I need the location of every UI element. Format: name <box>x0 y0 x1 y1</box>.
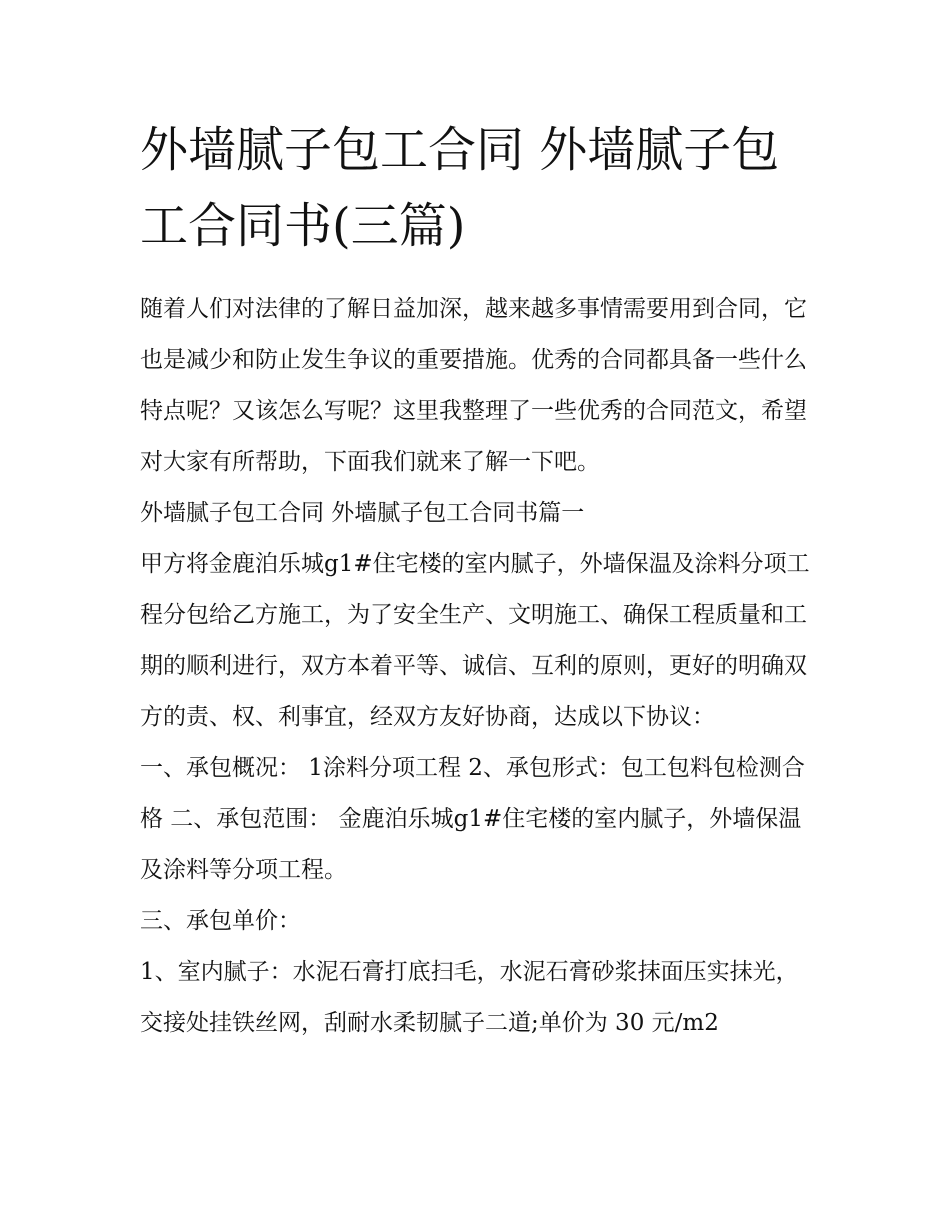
paragraph-1: 甲方将金鹿泊乐城g1#住宅楼的室内腻子，外墙保温及涂料分项工程分包给乙方施工，为了安全生产、文明施工、确保工程质量和工期的顺利进行，双方本着平等、诚信、互利的原则，更好的明确双方的责、权、利事宜，经双方友好协商，达成以下协议： <box>140 551 810 730</box>
document-title: 外墙腻子包工合同 外墙腻子包工合同书(三篇) <box>140 122 780 254</box>
intro-paragraph: 随着人们对法律的了解日益加深，越来越多事情需要用到合同，它也是减少和防止发生争议的重要措施。优秀的合同都具备一些什么特点呢？又该怎么写呢？这里我整理了一些优秀的合同范文，希望对大家有所帮助，下面我们就来了解一下吧。 <box>140 296 807 475</box>
section-heading: 外墙腻子包工合同 外墙腻子包工合同书篇一 <box>140 500 585 526</box>
paragraph-3: 三、承包单价： <box>140 908 301 934</box>
paragraph-2: 一、承包概况： 1涂料分项工程 2、承包形式：包工包料包检测合格 二、承包范围： 金鹿泊乐城g1#住宅楼的室内腻子，外墙保温及涂料等分项工程。 <box>140 755 805 883</box>
document-body <box>140 284 812 1049</box>
document-page <box>140 112 812 1049</box>
paragraph-4: 1、室内腻子：水泥石膏打底扫毛，水泥石膏砂浆抹面压实抹光，交接处挂铁丝网，刮耐水柔韧腻子二道;单价为 30 元/m2 <box>140 959 799 1036</box>
